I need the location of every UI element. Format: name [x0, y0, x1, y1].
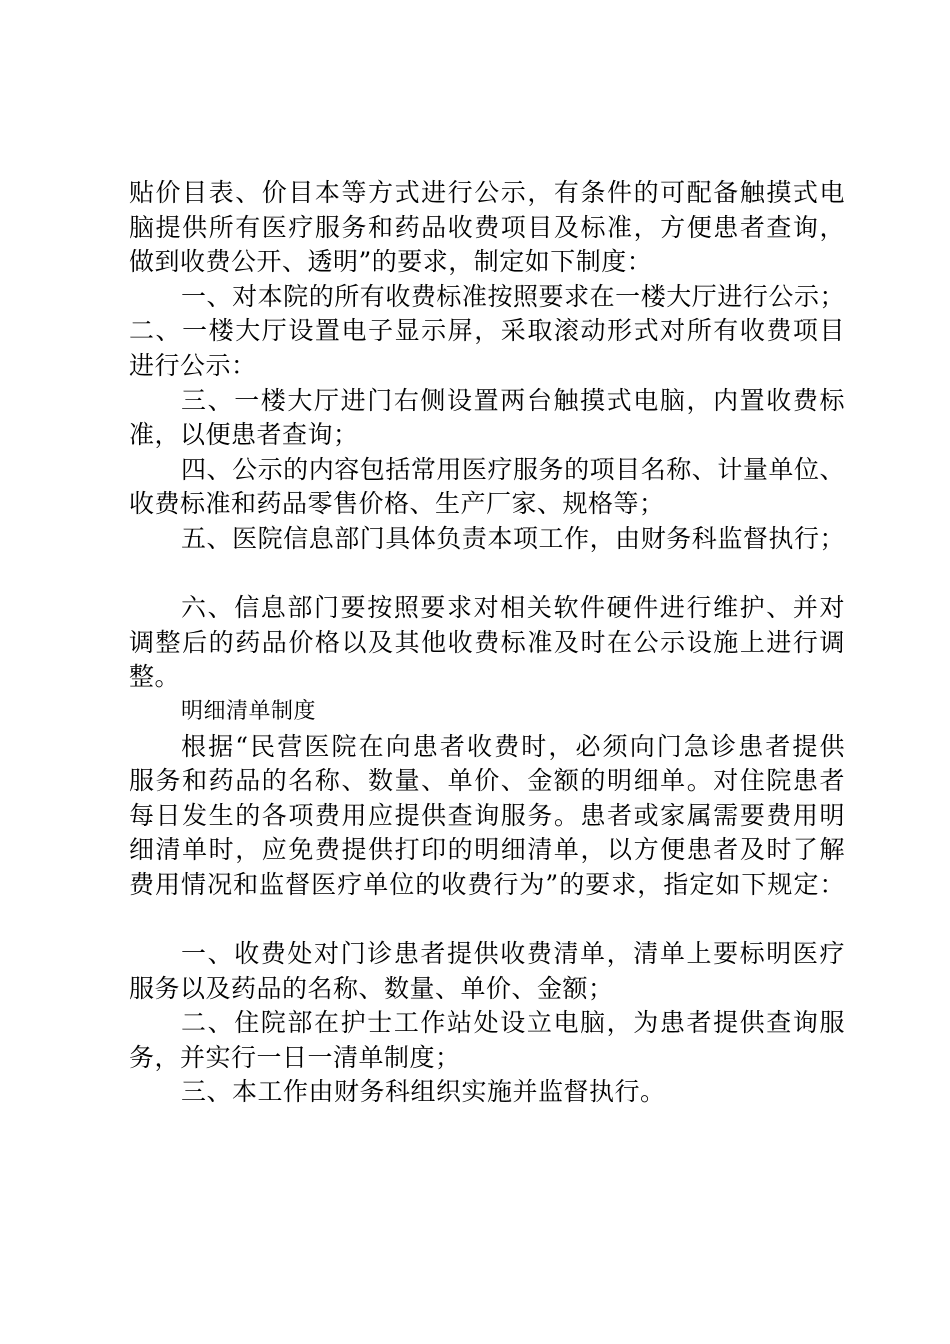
section-heading: 明细清单制度 — [181, 698, 317, 724]
paragraph-line: 六、信息部门要按照要求对相关软件硬件进行维护、并对 — [181, 593, 845, 623]
paragraph-line: 收费标准和药品零售价格、生产厂家、规格等； — [129, 489, 665, 519]
paragraph-line: 二、住院部在护士工作站处设立电脑，为患者提供查询服 — [181, 1008, 845, 1038]
paragraph-line: 一、对本院的所有收费标准按照要求在一楼大厅进行公示； — [181, 281, 845, 311]
paragraph-line: 五、医院信息部门具体负责本项工作，由财务科监督执行； — [181, 523, 845, 553]
document-body — [129, 176, 845, 1110]
paragraph-line: 服务以及药品的名称、数量、单价、金额； — [129, 973, 614, 1003]
paragraph-line: 调整后的药品价格以及其他收费标准及时在公示设施上进行调 — [129, 627, 845, 657]
blank-line — [129, 902, 845, 937]
paragraph-line: 务，并实行一日一清单制度； — [129, 1042, 461, 1072]
paragraph-line: 整。 — [129, 662, 181, 692]
paragraph-line: 细清单时，应免费提供打印的明细清单，以方便患者及时了解 — [129, 835, 845, 865]
paragraph-line: 贴价目表、价目本等方式进行公示，有条件的可配备触摸式电 — [129, 178, 845, 207]
paragraph-line: 四、公示的内容包括常用医疗服务的项目名称、计量单位、 — [181, 454, 845, 484]
paragraph-line: 三、一楼大厅进门右侧设置两台触摸式电脑，内置收费标 — [181, 385, 845, 415]
blank-line — [129, 557, 845, 592]
paragraph-line: 脑提供所有医疗服务和药品收费项目及标准，方便患者查询， — [129, 212, 845, 242]
paragraph-line: 二、一楼大厅设置电子显示屏，采取滚动形式对所有收费项目 — [129, 316, 845, 346]
paragraph-line: 一、收费处对门诊患者提供收费清单，清单上要标明医疗 — [181, 939, 845, 969]
paragraph-line: 做到收费公开、透明”的要求，制定如下制度： — [129, 247, 653, 277]
paragraph-line: 三、本工作由财务科组织实施并监督执行。 — [181, 1077, 666, 1107]
paragraph-line: 服务和药品的名称、数量、单价、金额的明细单。对住院患者 — [129, 766, 845, 796]
paragraph-line: 进行公示： — [129, 350, 257, 380]
paragraph-line: 每日发生的各项费用应提供查询服务。患者或家属需要费用明 — [129, 800, 845, 830]
paragraph-line: 准，以便患者查询； — [129, 420, 359, 450]
paragraph-line: 根据“民营医院在向患者收费时，必须向门急诊患者提供 — [181, 731, 845, 761]
paragraph-line: 费用情况和监督医疗单位的收费行为”的要求，指定如下规定： — [129, 869, 845, 899]
